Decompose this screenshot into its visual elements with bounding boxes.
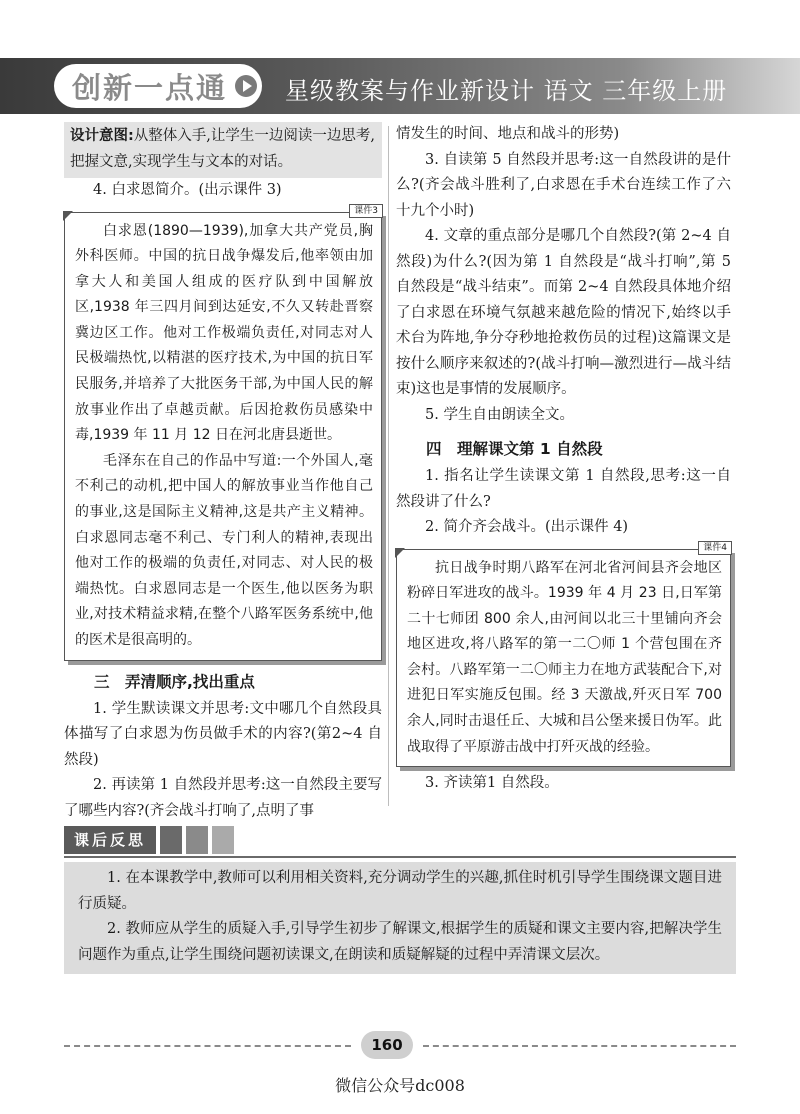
continued-text: 情发生的时间、地点和战斗的形势) bbox=[396, 126, 620, 142]
decorative-block bbox=[212, 826, 234, 854]
section-4-item-3: 3. 齐读第1 自然段。 bbox=[425, 775, 559, 792]
section-4-item-2: 2. 简介齐会战斗。(出示课件 4) bbox=[425, 519, 629, 535]
reflection-header bbox=[64, 826, 234, 854]
courseware-3-para-1: 白求恩(1890—1939),加拿大共产党员,胸外科医师。中国的抗日战争爆发后,他率领由加拿大人和美国人组成的医疗队到中国解放区,1938 年三四月间到达延安,不久又转赴晋察冀边区工作。他对工作极端负责任,对同志对人民极端热忱,以精湛的医疗技术,为中国的抗日军民服务,并培养了大批医务干部,为中国人民的解放事业作出了卓越贡献。后因抢救伤员感染中毒,1939 年 11 月 12 日在河北唐县逝世。 bbox=[75, 222, 373, 444]
page-number: 160 bbox=[361, 1031, 413, 1059]
courseware-4-para-1: 抗日战争时期八路军在河北省河间县齐会地区粉碎日军进攻的战斗。1939 年 4 月 23 日,日军第二十七师团 800 余人,由河间以北三十里铺向齐会地区进攻,将八路军的第一二〇师 1 个营包围在齐会村。八路军第一二〇师主力在地方武装配合下,对进犯日军实施反包围。经 3 天激战,歼灭日军 700 余人,同时击退任丘、大城和吕公堡来援日伪军。此战取得了平原游击战中打歼灭战的经验。 bbox=[407, 559, 722, 755]
decorative-block bbox=[160, 826, 182, 854]
section-4-heading: 四 理解课文第 1 自然段 bbox=[426, 440, 603, 458]
reflection-label: 课后反思 bbox=[64, 826, 156, 854]
decorative-block bbox=[186, 826, 208, 854]
design-intent-text: 从整体入手,让学生一边阅读一边思考,把握文意,实现学生与文本的对话。 bbox=[70, 128, 376, 170]
courseware-4-box bbox=[396, 542, 731, 768]
design-intent-box bbox=[64, 122, 382, 178]
section-3-heading: 三 弄清顺序,找出重点 bbox=[94, 672, 255, 691]
left-column bbox=[64, 122, 382, 824]
section-3-item-1: 1. 学生默读课文并思考:文中哪几个自然段具体描写了白求恩为伤员做手术的内容?(第2~4 自然段) bbox=[64, 700, 382, 768]
item-4: 4. 白求恩简介。(出示课件 3) bbox=[93, 182, 282, 198]
design-intent-label: 设计意图: bbox=[70, 128, 134, 144]
right-column bbox=[396, 122, 731, 797]
reflection-rule bbox=[64, 856, 736, 858]
courseware-4-tag: 课件4 bbox=[698, 541, 732, 555]
header-subtitle: 星级教案与作业新设计 语文 三年级上册 bbox=[285, 77, 728, 105]
courseware-3-para-2: 毛泽东在自己的作品中写道:一个外国人,毫不利己的动机,把中国人的解放事业当作他自己的事业,这是国际主义精神,这是共产主义精神。白求恩同志毫不利己、专门利人的精神,表现出他对工作的极端的负责任,对同志、对人民的极端热忱。白求恩同志是一个医生,他以医务为职业,对技术精益求精,在整个八路军医务系统中,他的医术是很高明的。 bbox=[75, 452, 373, 648]
courseware-3-box bbox=[64, 205, 382, 661]
footer-dash-left bbox=[64, 1045, 351, 1047]
brand-title: 创新一点通 bbox=[72, 70, 228, 105]
watermark: 微信公众号dc008 bbox=[335, 1076, 465, 1095]
section-3-item-3: 3. 自读第 5 自然段并思考:这一自然段讲的是什么?(齐会战斗胜利了,白求恩在手术台连续工作了六十九个小时) bbox=[396, 151, 731, 219]
footer-dash-right bbox=[423, 1045, 736, 1047]
brand-logo bbox=[54, 64, 262, 108]
reflection-para-2: 2. 教师应从学生的质疑入手,引导学生初步了解课文,根据学生的质疑和课文主要内容,把解决学生问题作为重点,让学生围绕问题初读课文,在朗读和质疑解疑的过程中弄清课文层次。 bbox=[78, 921, 722, 963]
column-divider bbox=[388, 126, 389, 806]
reflection-para-1: 1. 在本课教学中,教师可以利用相关资料,充分调动学生的兴趣,抓住时机引导学生围绕课文题目进行质疑。 bbox=[78, 870, 722, 912]
section-3-item-2: 2. 再读第 1 自然段并思考:这一自然段主要写了哪些内容?(齐会战斗打响了,点明了事 bbox=[64, 777, 382, 819]
box-corner-decoration bbox=[63, 211, 73, 221]
courseware-3-tag: 课件3 bbox=[349, 204, 383, 218]
section-3-item-5: 5. 学生自由朗读全文。 bbox=[425, 406, 574, 423]
play-icon bbox=[235, 75, 257, 97]
section-4-item-1: 1. 指名让学生读课文第 1 自然段,思考:这一自然段讲了什么? bbox=[396, 468, 731, 510]
reflection-box bbox=[64, 862, 736, 974]
box-corner-decoration bbox=[395, 548, 405, 558]
section-3-item-4: 4. 文章的重点部分是哪几个自然段?(第 2~4 自然段)为什么?(因为第 1 自然段是“战斗打响”,第 5 自然段是“战斗结束”。而第 2~4 自然段具体地介绍了白求恩在环境气氛越来越危险的情况下,始终以手术台为阵地,争分夺秒地抢救伤员的过程)这篇课文是按什么顺序来叙述的?(战斗打响—激烈进行—战斗结束)这也是事情的发展顺序。 bbox=[396, 228, 731, 397]
